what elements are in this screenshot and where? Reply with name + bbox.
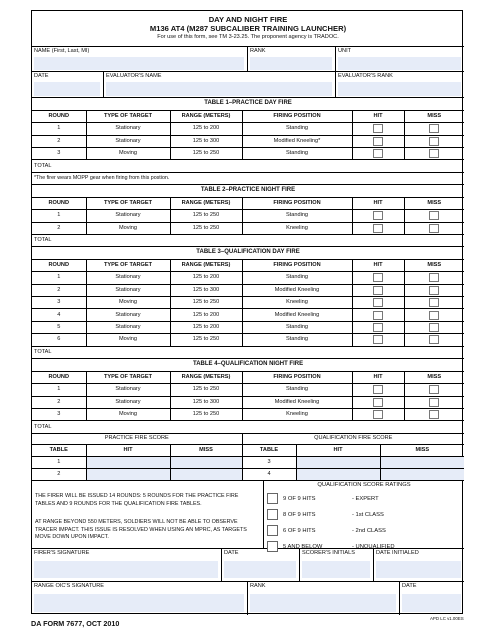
target-type: Stationary bbox=[86, 309, 170, 321]
name-label: NAME (First, Last, MI) bbox=[34, 48, 90, 54]
hit-cell bbox=[352, 272, 404, 284]
rating-score: 9 OF 9 HITS bbox=[283, 496, 316, 502]
rank-field[interactable] bbox=[250, 57, 332, 70]
firing-position: Standing bbox=[242, 272, 352, 284]
oic-rank-label: RANK bbox=[250, 583, 266, 589]
miss-checkbox[interactable] bbox=[429, 398, 439, 407]
rating-score: 8 OF 9 HITS bbox=[283, 512, 316, 518]
evaluator-rank-field[interactable] bbox=[338, 82, 461, 96]
firing-position: Modified Kneeling bbox=[242, 284, 352, 296]
table-4-total[interactable]: TOTAL bbox=[32, 421, 464, 433]
col-hit: HIT bbox=[352, 110, 404, 122]
col-round: ROUND bbox=[32, 259, 86, 271]
target-type: Stationary bbox=[86, 123, 170, 135]
practice-col-hit: HIT bbox=[86, 445, 170, 457]
table-2-total[interactable]: TOTAL bbox=[32, 235, 464, 247]
scorer-initials-cell bbox=[300, 549, 374, 582]
hit-checkbox[interactable] bbox=[373, 137, 383, 146]
hit-cell bbox=[352, 409, 404, 421]
rating-score: 5 AND BELOW bbox=[283, 544, 323, 550]
miss-cell bbox=[404, 321, 464, 333]
firer-signature-cell bbox=[32, 549, 222, 582]
table-3-total[interactable]: TOTAL bbox=[32, 346, 464, 358]
hit-checkbox[interactable] bbox=[373, 323, 383, 332]
rating-class: - UNQUALIFIED bbox=[352, 544, 395, 550]
target-type: Stationary bbox=[86, 135, 170, 147]
round-number: 4 bbox=[32, 309, 86, 321]
qual-hit-field[interactable] bbox=[296, 457, 380, 469]
target-type: Moving bbox=[86, 334, 170, 346]
table-row bbox=[32, 409, 464, 421]
qual-table-number: 3 bbox=[242, 457, 296, 469]
rank-cell bbox=[248, 47, 336, 72]
col-range: RANGE (METERS) bbox=[170, 197, 242, 209]
firing-position: Modified Kneeling bbox=[242, 309, 352, 321]
form-number: DA FORM 7677, OCT 2010 bbox=[31, 619, 120, 628]
table-1-footnote: *The firer wears MOPP gear when firing from this postion. bbox=[32, 172, 464, 184]
firing-position: Kneeling bbox=[242, 297, 352, 309]
oic-rank-cell bbox=[248, 582, 400, 615]
col-hit: HIT bbox=[352, 371, 404, 383]
rating-1st-class bbox=[264, 507, 464, 524]
target-range: 125 to 250 bbox=[170, 148, 242, 160]
col-miss: MISS bbox=[404, 259, 464, 271]
target-type: Stationary bbox=[86, 272, 170, 284]
round-number: 2 bbox=[32, 222, 86, 234]
practice-hit-field[interactable] bbox=[86, 457, 170, 469]
score-row bbox=[32, 469, 464, 481]
unit-field[interactable] bbox=[338, 57, 461, 70]
target-range: 125 to 250 bbox=[170, 222, 242, 234]
ratings-title: QUALIFICATION SCORE RATINGS bbox=[317, 482, 411, 488]
miss-checkbox[interactable] bbox=[429, 385, 439, 394]
issue-notes-cell bbox=[32, 481, 264, 549]
target-range: 125 to 250 bbox=[170, 384, 242, 396]
target-range: 125 to 200 bbox=[170, 123, 242, 135]
hit-cell bbox=[352, 210, 404, 222]
firer-date-field[interactable] bbox=[224, 561, 296, 578]
scorer-initials-label: SCORER'S INITIALS bbox=[302, 550, 355, 556]
col-position: FIRING POSITION bbox=[242, 259, 352, 271]
hit-cell bbox=[352, 321, 404, 333]
target-type: Moving bbox=[86, 409, 170, 421]
evaluator-name-cell bbox=[104, 72, 336, 98]
round-number: 3 bbox=[32, 148, 86, 160]
round-number: 2 bbox=[32, 135, 86, 147]
evaluator-name-label: EVALUATOR'S NAME bbox=[106, 73, 162, 79]
target-type: Moving bbox=[86, 297, 170, 309]
date-initialed-field[interactable] bbox=[376, 561, 461, 578]
oic-rank-field[interactable] bbox=[250, 594, 396, 612]
hit-cell bbox=[352, 309, 404, 321]
col-hit: HIT bbox=[352, 197, 404, 209]
range-oic-signature-field[interactable] bbox=[34, 594, 244, 612]
miss-checkbox[interactable] bbox=[429, 124, 439, 133]
hit-cell bbox=[352, 334, 404, 346]
practice-col-table: TABLE bbox=[32, 445, 86, 457]
table-row bbox=[32, 284, 464, 296]
miss-checkbox[interactable] bbox=[429, 286, 439, 295]
date-label: DATE bbox=[34, 73, 49, 79]
form-container bbox=[31, 10, 463, 614]
range-oic-signature-cell bbox=[32, 582, 248, 615]
round-number: 3 bbox=[32, 409, 86, 421]
practice-table-number: 1 bbox=[32, 457, 86, 469]
oic-date-field[interactable] bbox=[402, 594, 461, 612]
col-type: TYPE OF TARGET bbox=[86, 197, 170, 209]
col-miss: MISS bbox=[404, 110, 464, 122]
miss-cell bbox=[404, 272, 464, 284]
hit-checkbox[interactable] bbox=[373, 224, 383, 233]
hit-cell bbox=[352, 297, 404, 309]
table-1-total[interactable]: TOTAL bbox=[32, 160, 464, 172]
target-range: 125 to 250 bbox=[170, 297, 242, 309]
miss-cell bbox=[404, 409, 464, 421]
scorer-initials-field[interactable] bbox=[302, 561, 370, 578]
firing-position: Kneeling bbox=[242, 409, 352, 421]
hit-cell bbox=[352, 148, 404, 160]
name-cell bbox=[32, 47, 248, 72]
col-position: FIRING POSITION bbox=[242, 371, 352, 383]
hit-cell bbox=[352, 384, 404, 396]
unit-label: UNIT bbox=[338, 48, 352, 54]
col-position: FIRING POSITION bbox=[242, 197, 352, 209]
table-row bbox=[32, 297, 464, 309]
rating-class: - 2nd CLASS bbox=[352, 528, 386, 534]
col-type: TYPE OF TARGET bbox=[86, 110, 170, 122]
qual-miss-field[interactable] bbox=[380, 457, 464, 469]
rank-label: RANK bbox=[250, 48, 266, 54]
rating-expert-checkbox[interactable] bbox=[267, 493, 278, 504]
table-3-qualification-day bbox=[32, 247, 464, 359]
col-hit: HIT bbox=[352, 259, 404, 271]
miss-cell bbox=[404, 135, 464, 147]
target-range: 125 to 300 bbox=[170, 396, 242, 408]
miss-checkbox[interactable] bbox=[429, 410, 439, 419]
miss-cell bbox=[404, 222, 464, 234]
miss-cell bbox=[404, 396, 464, 408]
round-number: 1 bbox=[32, 384, 86, 396]
miss-checkbox[interactable] bbox=[429, 323, 439, 332]
qual-col-hit: HIT bbox=[296, 445, 380, 457]
firing-position: Modified Kneeling bbox=[242, 396, 352, 408]
hit-checkbox[interactable] bbox=[373, 124, 383, 133]
miss-checkbox[interactable] bbox=[429, 137, 439, 146]
col-range: RANGE (METERS) bbox=[170, 259, 242, 271]
col-round: ROUND bbox=[32, 371, 86, 383]
firing-position: Standing bbox=[242, 210, 352, 222]
col-range: RANGE (METERS) bbox=[170, 110, 242, 122]
date-field[interactable] bbox=[34, 82, 100, 96]
target-range: 125 to 200 bbox=[170, 309, 242, 321]
hit-checkbox[interactable] bbox=[373, 410, 383, 419]
qual-col-miss: MISS bbox=[380, 445, 464, 457]
firing-position: Standing bbox=[242, 148, 352, 160]
qual-hit-field[interactable] bbox=[296, 469, 380, 481]
table-4-qualification-night bbox=[32, 359, 464, 434]
target-range: 125 to 250 bbox=[170, 334, 242, 346]
miss-checkbox[interactable] bbox=[429, 149, 439, 158]
target-type: Stationary bbox=[86, 321, 170, 333]
miss-checkbox[interactable] bbox=[429, 335, 439, 344]
round-number: 1 bbox=[32, 123, 86, 135]
hit-checkbox[interactable] bbox=[373, 211, 383, 220]
table-4-caption: TABLE 4–QUALIFICATION NIGHT FIRE bbox=[32, 359, 464, 371]
rating-1st-class-checkbox[interactable] bbox=[267, 509, 278, 520]
firer-signature-label: FIRER'S SIGNATURE bbox=[34, 550, 90, 556]
table-row bbox=[32, 272, 464, 284]
table-2-caption: TABLE 2–PRACTICE NIGHT FIRE bbox=[32, 185, 464, 197]
round-number: 6 bbox=[32, 334, 86, 346]
table-row bbox=[32, 334, 464, 346]
form-title: DAY AND NIGHT FIRE bbox=[208, 15, 288, 24]
col-type: TYPE OF TARGET bbox=[86, 259, 170, 271]
hit-checkbox[interactable] bbox=[373, 335, 383, 344]
evaluator-name-field[interactable] bbox=[106, 82, 332, 96]
col-type: TYPE OF TARGET bbox=[86, 371, 170, 383]
miss-cell bbox=[404, 284, 464, 296]
hit-checkbox[interactable] bbox=[373, 311, 383, 320]
table-row bbox=[32, 222, 464, 234]
miss-cell bbox=[404, 297, 464, 309]
hit-cell bbox=[352, 135, 404, 147]
rating-2nd-class bbox=[264, 523, 464, 540]
hit-cell bbox=[352, 123, 404, 135]
hit-checkbox[interactable] bbox=[373, 273, 383, 282]
target-range: 125 to 250 bbox=[170, 409, 242, 421]
practice-miss-field[interactable] bbox=[170, 457, 242, 469]
col-miss: MISS bbox=[404, 197, 464, 209]
date-initialed-label: DATE INITIALED bbox=[376, 550, 419, 556]
col-position: FIRING POSITION bbox=[242, 110, 352, 122]
practice-score-heading: PRACTICE FIRE SCORE bbox=[32, 433, 242, 445]
qual-table-number: 4 bbox=[242, 469, 296, 481]
hit-cell bbox=[352, 222, 404, 234]
name-field[interactable] bbox=[34, 57, 244, 70]
target-type: Stationary bbox=[86, 210, 170, 222]
rounds-note: THE FIRER WILL BE ISSUED 14 ROUNDS: 5 ROUNDS FOR THE PRACTICE FIRE TABLES AND 9 ROUNDS FOR THE QUALIFICATION FIRE TABLES. bbox=[35, 493, 239, 507]
rating-score: 6 OF 9 HITS bbox=[283, 528, 316, 534]
table-2-practice-night bbox=[32, 185, 464, 247]
practice-miss-field[interactable] bbox=[170, 469, 242, 481]
target-type: Stationary bbox=[86, 396, 170, 408]
firing-position: Standing bbox=[242, 123, 352, 135]
target-range: 125 to 200 bbox=[170, 272, 242, 284]
hit-checkbox[interactable] bbox=[373, 149, 383, 158]
round-number: 2 bbox=[32, 284, 86, 296]
round-number: 1 bbox=[32, 272, 86, 284]
oic-date-label: DATE bbox=[402, 583, 417, 589]
table-row bbox=[32, 148, 464, 160]
table-row bbox=[32, 396, 464, 408]
practice-col-miss: MISS bbox=[170, 445, 242, 457]
qual-col-table: TABLE bbox=[242, 445, 296, 457]
unit-cell bbox=[336, 47, 464, 72]
form-subtitle-weapon: M136 AT4 (M287 SUBCALIBER TRAINING LAUNCHER) bbox=[149, 24, 347, 33]
miss-checkbox[interactable] bbox=[429, 311, 439, 320]
firing-position: Standing bbox=[242, 384, 352, 396]
evaluator-rank-label: EVALUATOR'S RANK bbox=[338, 73, 393, 79]
score-summary-table bbox=[32, 433, 464, 481]
form-proponent-note: For use of this form, see TM 3-23.25. The proponent agency is TRADOC. bbox=[157, 34, 339, 40]
col-round: ROUND bbox=[32, 197, 86, 209]
score-row bbox=[32, 457, 464, 469]
qual-miss-field[interactable] bbox=[380, 469, 464, 481]
target-range: 125 to 250 bbox=[170, 210, 242, 222]
rating-expert bbox=[264, 491, 464, 508]
miss-checkbox[interactable] bbox=[429, 224, 439, 233]
table-row bbox=[32, 123, 464, 135]
col-round: ROUND bbox=[32, 110, 86, 122]
table-row bbox=[32, 309, 464, 321]
range-oic-signature-label: RANGE OIC'S SIGNATURE bbox=[34, 583, 104, 589]
hit-checkbox[interactable] bbox=[373, 385, 383, 394]
oic-date-cell bbox=[400, 582, 464, 615]
miss-cell bbox=[404, 384, 464, 396]
miss-checkbox[interactable] bbox=[429, 273, 439, 282]
firing-position: Modified Kneeling* bbox=[242, 135, 352, 147]
miss-cell bbox=[404, 123, 464, 135]
miss-cell bbox=[404, 334, 464, 346]
table-row bbox=[32, 135, 464, 147]
col-range: RANGE (METERS) bbox=[170, 371, 242, 383]
date-initialed-cell bbox=[374, 549, 464, 582]
form-header bbox=[32, 11, 464, 47]
col-miss: MISS bbox=[404, 371, 464, 383]
hit-checkbox[interactable] bbox=[373, 298, 383, 307]
form-version: APD LC v1.00ES bbox=[430, 616, 464, 621]
round-number: 3 bbox=[32, 297, 86, 309]
table-1-practice-day bbox=[32, 98, 464, 185]
target-type: Moving bbox=[86, 148, 170, 160]
table-1-caption: TABLE 1–PRACTICE DAY FIRE bbox=[32, 98, 464, 110]
miss-cell bbox=[404, 148, 464, 160]
target-range: 125 to 300 bbox=[170, 135, 242, 147]
table-row bbox=[32, 210, 464, 222]
round-number: 5 bbox=[32, 321, 86, 333]
miss-cell bbox=[404, 210, 464, 222]
range-note: AT RANGE BEYOND 550 METERS, SOLDIERS WILL NOT BE ABLE TO OBSERVE TRACER IMPACT. THIS ISSUE IS RESOLVED WHEN USING AN MPRC, AS TARGETS MOVE DOWN UPON IMPACT. bbox=[35, 519, 247, 541]
round-number: 2 bbox=[32, 396, 86, 408]
firing-position: Standing bbox=[242, 334, 352, 346]
firer-date-cell bbox=[222, 549, 300, 582]
round-number: 1 bbox=[32, 210, 86, 222]
miss-checkbox[interactable] bbox=[429, 298, 439, 307]
hit-cell bbox=[352, 284, 404, 296]
target-range: 125 to 200 bbox=[170, 321, 242, 333]
hit-cell bbox=[352, 396, 404, 408]
practice-hit-field[interactable] bbox=[86, 469, 170, 481]
table-row bbox=[32, 384, 464, 396]
date-cell bbox=[32, 72, 104, 98]
firer-date-label: DATE bbox=[224, 550, 239, 556]
target-type: Stationary bbox=[86, 284, 170, 296]
target-range: 125 to 300 bbox=[170, 284, 242, 296]
table-row bbox=[32, 321, 464, 333]
rating-2nd-class-checkbox[interactable] bbox=[267, 525, 278, 536]
firing-position: Standing bbox=[242, 321, 352, 333]
rating-class: - EXPERT bbox=[352, 496, 379, 502]
practice-table-number: 2 bbox=[32, 469, 86, 481]
firer-signature-field[interactable] bbox=[34, 561, 218, 578]
evaluator-rank-cell bbox=[336, 72, 464, 98]
table-3-caption: TABLE 3–QUALIFICATION DAY FIRE bbox=[32, 247, 464, 259]
hit-checkbox[interactable] bbox=[373, 286, 383, 295]
target-type: Stationary bbox=[86, 384, 170, 396]
target-type: Moving bbox=[86, 222, 170, 234]
qualification-score-heading: QUALIFICATION FIRE SCORE bbox=[242, 433, 464, 445]
miss-cell bbox=[404, 309, 464, 321]
rating-class: - 1st CLASS bbox=[352, 512, 384, 518]
firing-position: Kneeling bbox=[242, 222, 352, 234]
miss-checkbox[interactable] bbox=[429, 211, 439, 220]
hit-checkbox[interactable] bbox=[373, 398, 383, 407]
